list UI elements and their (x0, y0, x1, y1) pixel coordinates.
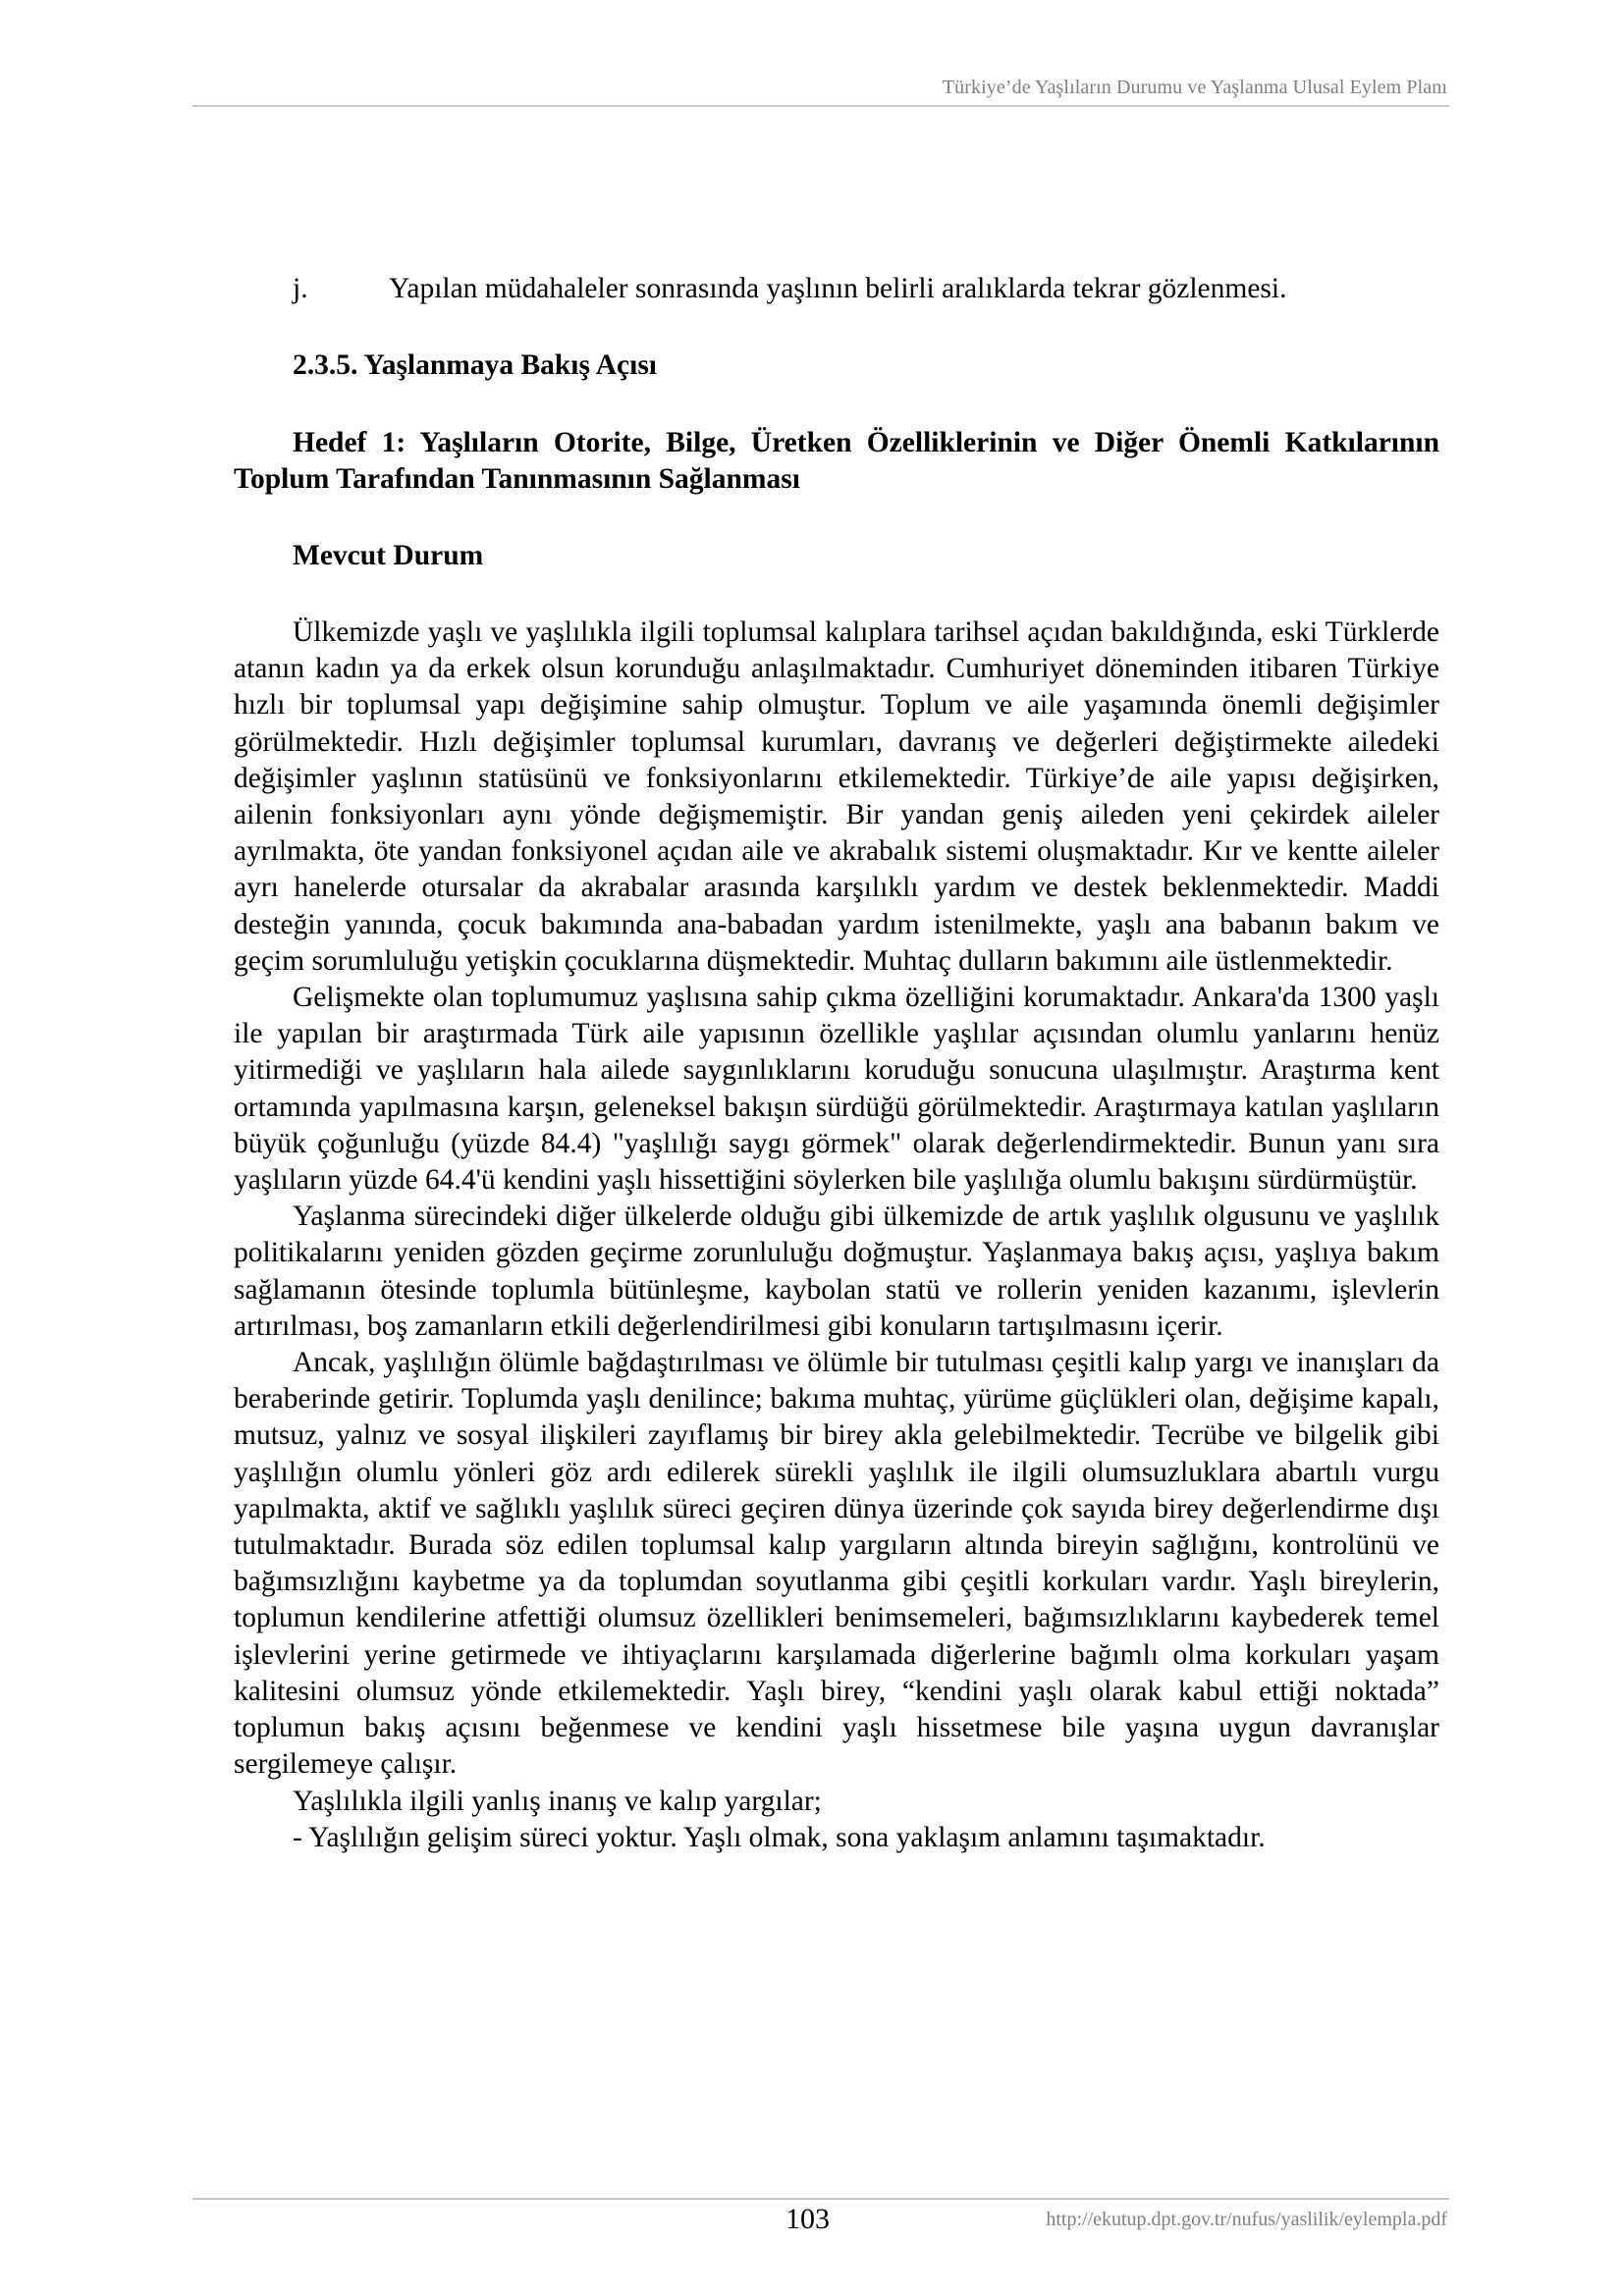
body-text (234, 614, 1439, 1856)
paragraph: Ülkemizde yaşlı ve yaşlılıkla ilgili toplumsal kalıplara tarihsel açıdan bakıldığında, eski Türklerde atanın kadın ya da erkek olsun korunduğu anlaşılmaktadır. Cumhuriyet döneminden itibaren Türkiye hızlı bir toplumsal yapı değişimine sahip olmuştur. Toplum ve aile yaşamında önemli değişimler görülmektedir. Hızlı değişimler toplumsal kurumları, davranış ve değerleri değiştirmekte ailedeki değişimler yaşlının statüsünü ve fonksiyonlarını etkilemektedir. Türkiye’de aile yapısı değişirken, ailenin fonksiyonları aynı yönde değişmemiştir. Bir yandan geniş aileden yeni çekirdek aileler ayrılmakta, öte yandan fonksiyonel açıdan aile ve akrabalık sistemi oluşmaktadır. Kır ve kentte aileler ayrı hanelerde otursalar da akrabalar arasında karşılıklı yardım ve destek beklenmektedir. Maddi desteğin yanında, çocuk bakımında ana-babadan yardım istenilmekte, yaşlı ana babanın bakım ve geçim sorumluluğu yetişkin çocuklarına düşmektedir. Muhtaç dulların bakımını aile üstlenmektedir. (234, 616, 1439, 977)
source-url: http://ekutup.dpt.gov.tr/nufus/yaslilik/eylempla.pdf (1046, 2209, 1447, 2230)
running-header-title: Türkiye’de Yaşlıların Durumu ve Yaşlanma Ulusal Eylem Planı (942, 77, 1447, 98)
footer-divider (192, 2198, 1449, 2200)
header-divider (192, 105, 1449, 107)
list-item-text: Yapılan müdahaleler sonrasında yaşlının belirli aralıklarda tekrar gözlenmesi. (389, 273, 1287, 304)
section-heading: 2.3.5. Yaşlanmaya Bakış Açısı (293, 349, 657, 381)
misconception-item: - Yaşlılığın gelişim süreci yoktur. Yaşlı olmak, sona yaklaşım anlamını taşımaktadır. (293, 1821, 1266, 1853)
list-item (293, 271, 1441, 307)
paragraph: Gelişmekte olan toplumumuz yaşlısına sahip çıkma özelliğini korumaktadır. Ankara'da 1300 yaşlı ile yapılan bir araştırmada Türk aile yapısının özellikle yaşlılar açısından olumlu yanlarını henüz yitirmediği ve yaşlıların hala ailede saygınlıklarını koruduğu sonucuna ulaşılmıştır. Araştırma kent ortamında yapılmasına karşın, geleneksel bakışın sürdüğü görülmektedir. Araştırmaya katılan yaşlıların büyük çoğunluğu (yüzde 84.4) "yaşlılığı saygı görmek" olarak değerlendirmektedir. Bunun yanı sıra yaşlıların yüzde 64.4'ü kendini yaşlı hissettiğini söylerken bile yaşlılığa olumlu bakışını sürdürmüştür. (234, 982, 1439, 1197)
goal-heading: Hedef 1: Yaşlıların Otorite, Bilge, Üretken Özelliklerinin ve Diğer Önemli Katkılarının Toplum Tarafından Tanınmasının Sağlanması (234, 427, 1439, 496)
current-status-heading: Mevcut Durum (293, 540, 484, 571)
paragraph: Yaşlanma sürecindeki diğer ülkelerde olduğu gibi ülkemizde de artık yaşlılık olgusunu ve yaşlılık politikalarını yeniden gözden geçirme zorunluluğu doğmuştur. Yaşlanmaya bakış açısı, yaşlıya bakım sağlamanın ötesinde toplumla bütünleşme, kaybolan statü ve rollerin yeniden kazanımı, işlevlerin artırılması, boş zamanların etkili değerlendirilmesi gibi konuların tartışılmasını içerir. (234, 1201, 1439, 1342)
page-number: 103 (785, 2203, 830, 2235)
paragraph: Ancak, yaşlılığın ölümle bağdaştırılması ve ölümle bir tutulması çeşitli kalıp yargı ve inanışları da beraberinde getirir. Toplumda yaşlı denilince; bakıma muhtaç, yürüme güçlükleri olan, değişime kapalı, mutsuz, yalnız ve sosyal ilişkileri zayıflamış bir birey akla gelebilmektedir. Tecrübe ve bilgelik gibi yaşlılığın olumlu yönleri göz ardı edilerek sürekli yaşlılık ile ilgili olumsuzluklara abartılı vurgu yapılmakta, aktif ve sağlıklı yaşlılık süreci geçiren dünya üzerinde çok sayıda birey değerlendirme dışı tutulmaktadır. Burada söz edilen toplumsal kalıp yargıların altında bireyin sağlığını, kontrolünü ve bağımsızlığını kaybetme ya da toplumdan soyutlanma gibi çeşitli korkuları vardır. Yaşlı bireylerin, toplumun kendilerine atfettiği olumsuz özellikleri benimsemeleri, bağımsızlıklarını kaybederek temel işlevlerini yerine getirmede ve ihtiyaçlarını karşılamada diğerlerine bağımlı olma korkuları yaşam kalitesini olumsuz yönde etkilemektedir. Yaşlı birey, “kendini yaşlı olarak kabul ettiği noktada” toplumun bakış açısını beğenmese ve kendini yaşlı hissetmese bile yaşına uygun davranışlar sergilemeye çalışır. (234, 1347, 1439, 1781)
paragraph: Yaşlılıkla ilgili yanlış inanış ve kalıp yargılar; (293, 1785, 822, 1817)
list-marker: j. (293, 273, 308, 304)
